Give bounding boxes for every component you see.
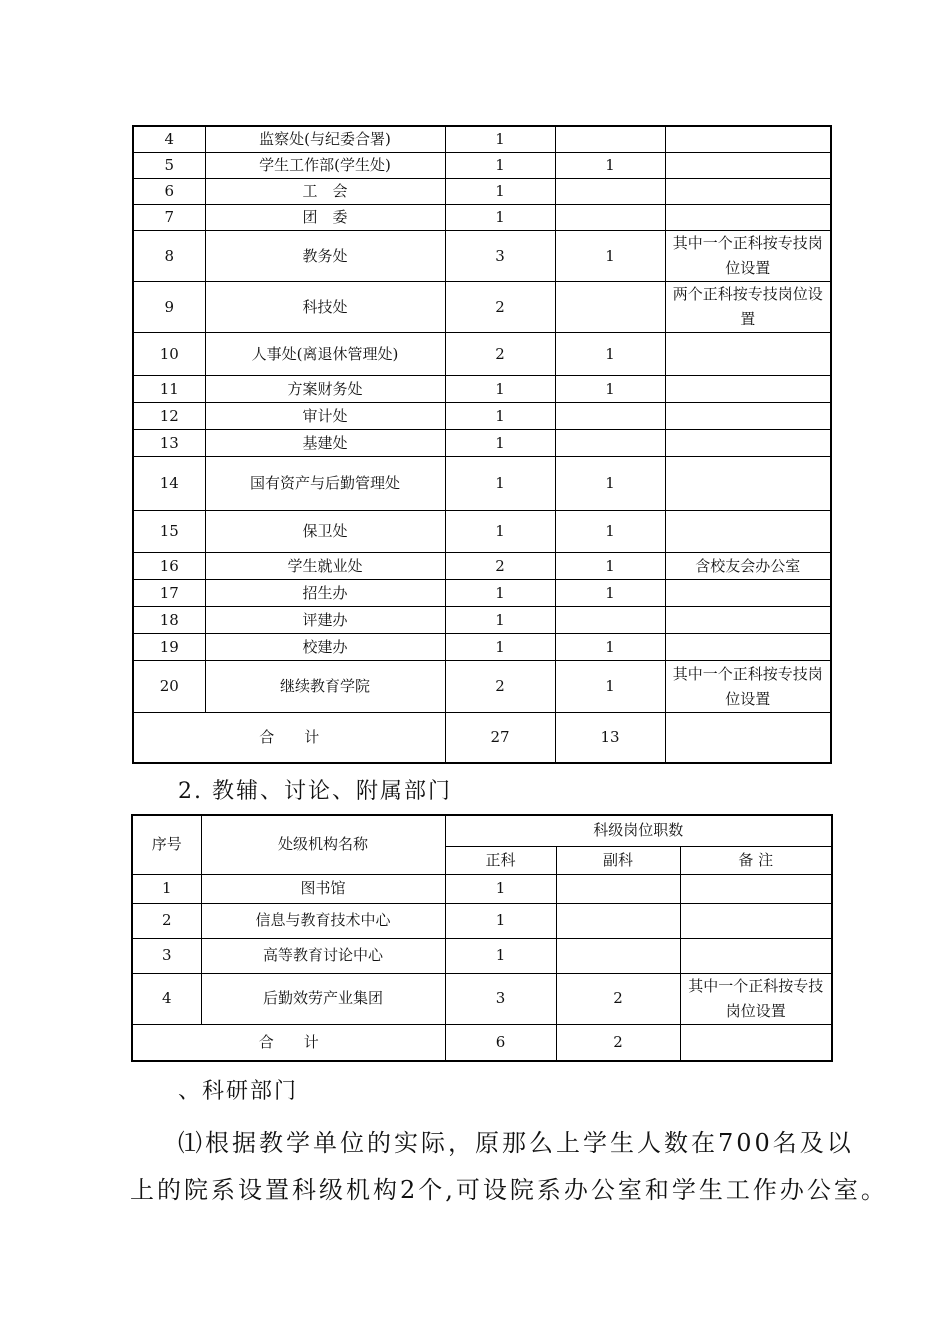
department-name-cell: 工 会 xyxy=(205,179,445,205)
total-label-cell: 合 计 xyxy=(132,1024,445,1061)
full-section-count-cell: 1 xyxy=(445,126,555,153)
department-name-cell: 教务处 xyxy=(205,231,445,282)
table-total-row xyxy=(132,1024,832,1061)
remarks-cell xyxy=(680,874,832,903)
table-row xyxy=(133,205,831,231)
serial-number-cell: 3 xyxy=(132,938,201,973)
deputy-section-count-cell: 1 xyxy=(555,634,665,661)
department-name-cell: 科技处 xyxy=(205,282,445,333)
table-row xyxy=(133,634,831,661)
deputy-section-count-cell: 1 xyxy=(555,553,665,580)
table-row xyxy=(133,333,831,376)
table-row xyxy=(132,973,832,1024)
remarks-cell xyxy=(665,607,831,634)
department-name-cell: 审计处 xyxy=(205,403,445,430)
deputy-section-count-cell: 1 xyxy=(555,376,665,403)
serial-number-cell: 10 xyxy=(133,333,205,376)
full-section-count-cell: 1 xyxy=(445,511,555,553)
remarks-cell: 含校友会办公室 xyxy=(665,553,831,580)
deputy-section-count-cell: 1 xyxy=(555,333,665,376)
department-name-cell: 信息与教育技术中心 xyxy=(201,903,445,938)
serial-number-cell: 4 xyxy=(132,973,201,1024)
department-name-cell: 监察处(与纪委合署) xyxy=(205,126,445,153)
total-deputy-section-cell: 13 xyxy=(555,713,665,763)
deputy-section-count-cell xyxy=(556,938,680,973)
deputy-section-count-cell xyxy=(556,874,680,903)
table-row xyxy=(133,580,831,607)
section-heading-research: 、科研部门 xyxy=(178,1079,299,1104)
deputy-section-count-cell xyxy=(555,126,665,153)
department-name-cell: 后勤效劳产业集团 xyxy=(201,973,445,1024)
table-row xyxy=(133,376,831,403)
remarks-cell xyxy=(680,903,832,938)
deputy-section-count-cell: 2 xyxy=(556,973,680,1024)
table-row xyxy=(133,179,831,205)
remarks-cell: 两个正科按专技岗位设置 xyxy=(665,282,831,333)
department-name-cell: 学生工作部(学生处) xyxy=(205,153,445,179)
serial-number-cell: 5 xyxy=(133,153,205,179)
full-section-count-cell: 2 xyxy=(445,333,555,376)
remarks-cell xyxy=(665,580,831,607)
table-row xyxy=(133,607,831,634)
department-name-cell: 评建办 xyxy=(205,607,445,634)
table-row xyxy=(132,903,832,938)
department-name-cell: 人事处(离退休管理处) xyxy=(205,333,445,376)
remarks-cell xyxy=(665,153,831,179)
deputy-section-count-cell: 1 xyxy=(555,457,665,511)
full-section-count-cell: 1 xyxy=(445,430,555,457)
department-name-cell: 基建处 xyxy=(205,430,445,457)
full-section-count-cell: 1 xyxy=(445,938,556,973)
header-department-name: 处级机构名称 xyxy=(201,815,445,874)
full-section-count-cell: 1 xyxy=(445,607,555,634)
serial-number-cell: 18 xyxy=(133,607,205,634)
remarks-cell xyxy=(665,376,831,403)
table-row xyxy=(133,153,831,179)
department-name-cell: 学生就业处 xyxy=(205,553,445,580)
department-name-cell: 高等教育讨论中心 xyxy=(201,938,445,973)
table-row xyxy=(133,430,831,457)
header-section-level-posts: 科级岗位职数 xyxy=(445,815,832,846)
serial-number-cell: 16 xyxy=(133,553,205,580)
total-full-section-cell: 27 xyxy=(445,713,555,763)
header-deputy-section: 副科 xyxy=(556,846,680,874)
deputy-section-count-cell: 1 xyxy=(555,153,665,179)
deputy-section-count-cell xyxy=(555,282,665,333)
serial-number-cell: 6 xyxy=(133,179,205,205)
deputy-section-count-cell xyxy=(556,903,680,938)
table-row xyxy=(133,511,831,553)
serial-number-cell: 8 xyxy=(133,231,205,282)
department-name-cell: 方案财务处 xyxy=(205,376,445,403)
department-name-cell: 保卫处 xyxy=(205,511,445,553)
staffing-table-auxiliary xyxy=(131,814,833,1062)
serial-number-cell: 15 xyxy=(133,511,205,553)
deputy-section-count-cell xyxy=(555,403,665,430)
remarks-cell xyxy=(665,457,831,511)
total-deputy-section-cell: 2 xyxy=(556,1024,680,1061)
serial-number-cell: 19 xyxy=(133,634,205,661)
full-section-count-cell: 1 xyxy=(445,634,555,661)
table-row xyxy=(133,457,831,511)
full-section-count-cell: 1 xyxy=(445,205,555,231)
remarks-cell xyxy=(665,126,831,153)
department-name-cell: 继续教育学院 xyxy=(205,661,445,713)
serial-number-cell: 12 xyxy=(133,403,205,430)
department-name-cell: 图书馆 xyxy=(201,874,445,903)
remarks-cell xyxy=(680,938,832,973)
remarks-cell xyxy=(665,333,831,376)
table-row xyxy=(133,282,831,333)
header-full-section: 正科 xyxy=(445,846,556,874)
paragraph-line-1: ⑴根据教学单位的实际，原那么上学生人数在700名及以 xyxy=(178,1129,854,1157)
full-section-count-cell: 1 xyxy=(445,457,555,511)
table-row xyxy=(133,403,831,430)
total-remarks-cell xyxy=(680,1024,832,1061)
total-full-section-cell: 6 xyxy=(445,1024,556,1061)
department-name-cell: 国有资产与后勤管理处 xyxy=(205,457,445,511)
full-section-count-cell: 3 xyxy=(445,231,555,282)
total-remarks-cell xyxy=(665,713,831,763)
deputy-section-count-cell xyxy=(555,179,665,205)
deputy-section-count-cell: 1 xyxy=(555,511,665,553)
staffing-table-administrative xyxy=(132,125,832,764)
deputy-section-count-cell: 1 xyxy=(555,231,665,282)
department-name-cell: 校建办 xyxy=(205,634,445,661)
remarks-cell: 其中一个正科按专技岗位设置 xyxy=(665,661,831,713)
serial-number-cell: 9 xyxy=(133,282,205,333)
remarks-cell xyxy=(665,511,831,553)
full-section-count-cell: 1 xyxy=(445,580,555,607)
table-row xyxy=(133,553,831,580)
department-name-cell: 团 委 xyxy=(205,205,445,231)
remarks-cell: 其中一个正科按专技岗位设置 xyxy=(665,231,831,282)
paragraph-line-2: 上的院系设置科级机构2个,可设院系办公室和学生工作办公室。 xyxy=(130,1176,888,1204)
remarks-cell xyxy=(665,403,831,430)
serial-number-cell: 17 xyxy=(133,580,205,607)
header-remarks: 备 注 xyxy=(680,846,832,874)
table-row xyxy=(132,938,832,973)
full-section-count-cell: 3 xyxy=(445,973,556,1024)
remarks-cell xyxy=(665,430,831,457)
department-name-cell: 招生办 xyxy=(205,580,445,607)
full-section-count-cell: 1 xyxy=(445,153,555,179)
deputy-section-count-cell: 1 xyxy=(555,661,665,713)
remarks-cell xyxy=(665,634,831,661)
total-label-cell: 合 计 xyxy=(133,713,445,763)
full-section-count-cell: 2 xyxy=(445,661,555,713)
table-row xyxy=(133,661,831,713)
serial-number-cell: 1 xyxy=(132,874,201,903)
serial-number-cell: 7 xyxy=(133,205,205,231)
serial-number-cell: 11 xyxy=(133,376,205,403)
serial-number-cell: 20 xyxy=(133,661,205,713)
table-row xyxy=(133,231,831,282)
deputy-section-count-cell xyxy=(555,430,665,457)
serial-number-cell: 4 xyxy=(133,126,205,153)
section-heading-auxiliary: 2. 教辅、讨论、附属部门 xyxy=(178,779,452,804)
full-section-count-cell: 1 xyxy=(445,874,556,903)
full-section-count-cell: 2 xyxy=(445,282,555,333)
full-section-count-cell: 1 xyxy=(445,179,555,205)
full-section-count-cell: 1 xyxy=(445,376,555,403)
remarks-cell xyxy=(665,179,831,205)
full-section-count-cell: 2 xyxy=(445,553,555,580)
full-section-count-cell: 1 xyxy=(445,903,556,938)
remarks-cell: 其中一个正科按专技岗位设置 xyxy=(680,973,832,1024)
serial-number-cell: 2 xyxy=(132,903,201,938)
table-row xyxy=(132,874,832,903)
serial-number-cell: 13 xyxy=(133,430,205,457)
table-total-row xyxy=(133,713,831,763)
remarks-cell xyxy=(665,205,831,231)
deputy-section-count-cell: 1 xyxy=(555,580,665,607)
deputy-section-count-cell xyxy=(555,205,665,231)
header-serial-number: 序号 xyxy=(132,815,201,874)
table-row xyxy=(133,126,831,153)
deputy-section-count-cell xyxy=(555,607,665,634)
full-section-count-cell: 1 xyxy=(445,403,555,430)
serial-number-cell: 14 xyxy=(133,457,205,511)
